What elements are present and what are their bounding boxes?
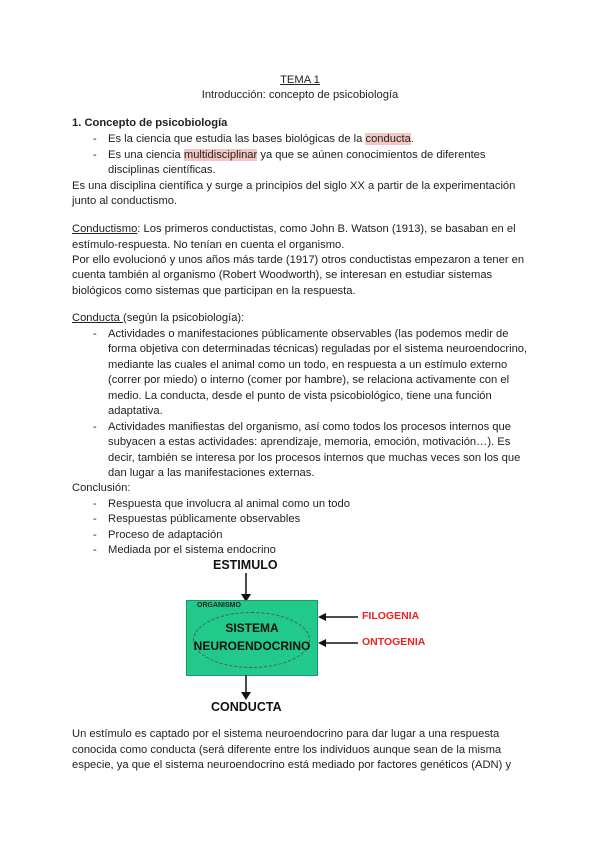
paragraph-text: : Los primeros conductistas, como John B. Watson (1913), se basaban en el xyxy=(137,223,516,235)
bullet-line: dan lugar a las manifestaciones externas. xyxy=(108,467,315,479)
bullet-line: adaptativa. xyxy=(108,405,163,417)
bullet-line: medio. La conducta, desde el punto de vista psicobiológico, tiene una función xyxy=(108,390,492,402)
underlined-term: Conductismo xyxy=(72,223,138,235)
highlighted-term: conducta xyxy=(365,133,411,145)
bullet-dash: - xyxy=(93,328,97,340)
bullet-line: decir, también se interesa por los procesos internos que muchas veces son los que xyxy=(108,452,521,464)
section-heading: 1. Concepto de psicobiología xyxy=(72,117,228,129)
list-item: Mediada por el sistema endocrino xyxy=(108,544,276,556)
bullet-text: . xyxy=(410,133,414,145)
bullet-line: Actividades manifiestas del organismo, así como todos los procesos internos que xyxy=(108,421,511,433)
paragraph-line: estímulo-respuesta. No tenían en cuenta el organismo. xyxy=(72,239,345,251)
bullet-dash: - xyxy=(93,498,97,510)
paragraph-text: (según la psicobiología): xyxy=(123,312,245,324)
list-item: Respuestas públicamente observables xyxy=(108,513,301,525)
list-item: Respuesta que involucra al animal como un todo xyxy=(108,498,350,510)
system-label: SISTEMA xyxy=(225,621,279,635)
conclusion-label: Conclusión: xyxy=(72,482,131,494)
page-title: TEMA 1 xyxy=(280,74,320,86)
paragraph-line: Un estímulo es captado por el sistema neuroendocrino para dar lugar a una respuesta xyxy=(72,728,500,740)
arrow-down-icon xyxy=(240,675,252,701)
bullet-text: ya que se aúnen conocimientos de diferentes xyxy=(257,149,486,161)
bullet-line: mediante las cuales el animal como un todo, en respuesta a un estímulo externo xyxy=(108,359,508,371)
paragraph-line: Por ello evolucionó y unos años más tarde (1917) otros conductistas empezaron a tener en xyxy=(72,254,525,266)
filogenia-label: FILOGENIA xyxy=(362,610,420,622)
arrow-left-icon xyxy=(318,612,360,622)
paragraph-line: junto al conductismo. xyxy=(72,195,178,207)
organism-label: ORGANISMO xyxy=(197,602,241,609)
bullet-text: Es la ciencia que estudia las bases biológicas de la xyxy=(108,133,366,145)
paragraph-line xyxy=(72,311,244,325)
paragraph-line: biológicos como sistemas que participan en la respuesta. xyxy=(72,285,356,297)
neuroendocrine-label: NEUROENDOCRINO xyxy=(193,639,311,653)
bullet-continuation: disciplinas científicas. xyxy=(108,164,216,176)
bullet-text: Es una ciencia xyxy=(108,149,184,161)
organism-box xyxy=(186,600,318,676)
highlighted-term: multidisciplinar xyxy=(183,149,258,161)
bullet-line: subyacen a estas actividades: aprendizaje, memoria, emoción, motivación…). Es xyxy=(108,436,511,448)
bullet-line: forma objetiva con determinadas técnicas) reguladas por el sistema neuroendocrino, xyxy=(108,343,528,355)
bullet-line: (correr por miedo) o interno (comer por hambre), se relaciona activamente con el xyxy=(108,374,510,386)
bullet-dash: - xyxy=(93,544,97,556)
paragraph-line: conocida como conducta (será diferente entre los individuos aunque sean de la misma xyxy=(72,744,502,756)
page-subtitle: Introducción: concepto de psicobiología xyxy=(201,89,399,101)
bullet-dash: - xyxy=(93,529,97,541)
bullet-line: Actividades o manifestaciones públicamente observables (las podemos medir de xyxy=(108,328,509,340)
bullet-dash: - xyxy=(93,513,97,525)
paragraph-line xyxy=(72,222,516,236)
bullet-dash: - xyxy=(93,149,97,161)
paragraph-line: cuenta también al organismo (Robert Woodworth), se interesan en estudiar sistemas xyxy=(72,269,493,281)
bullet-item xyxy=(108,148,486,162)
diagram-label-estimulo: ESTIMULO xyxy=(213,558,278,572)
paragraph-line: Es una disciplina científica y surge a principios del siglo XX a partir de la experimentación xyxy=(72,180,516,192)
arrow-left-icon xyxy=(318,638,360,648)
arrow-down-icon xyxy=(240,573,252,603)
diagram-label-conducta: CONDUCTA xyxy=(211,700,282,714)
paragraph-line: especie, ya que el sistema neuroendocrino está mediado por factores genéticos (ADN) y xyxy=(72,759,512,771)
bullet-dash: - xyxy=(93,133,97,145)
underlined-term: Conducta xyxy=(72,312,123,324)
bullet-item xyxy=(108,132,414,146)
bullet-dash: - xyxy=(93,421,97,433)
list-item: Proceso de adaptación xyxy=(108,529,223,541)
ontogenia-label: ONTOGENIA xyxy=(362,636,426,648)
